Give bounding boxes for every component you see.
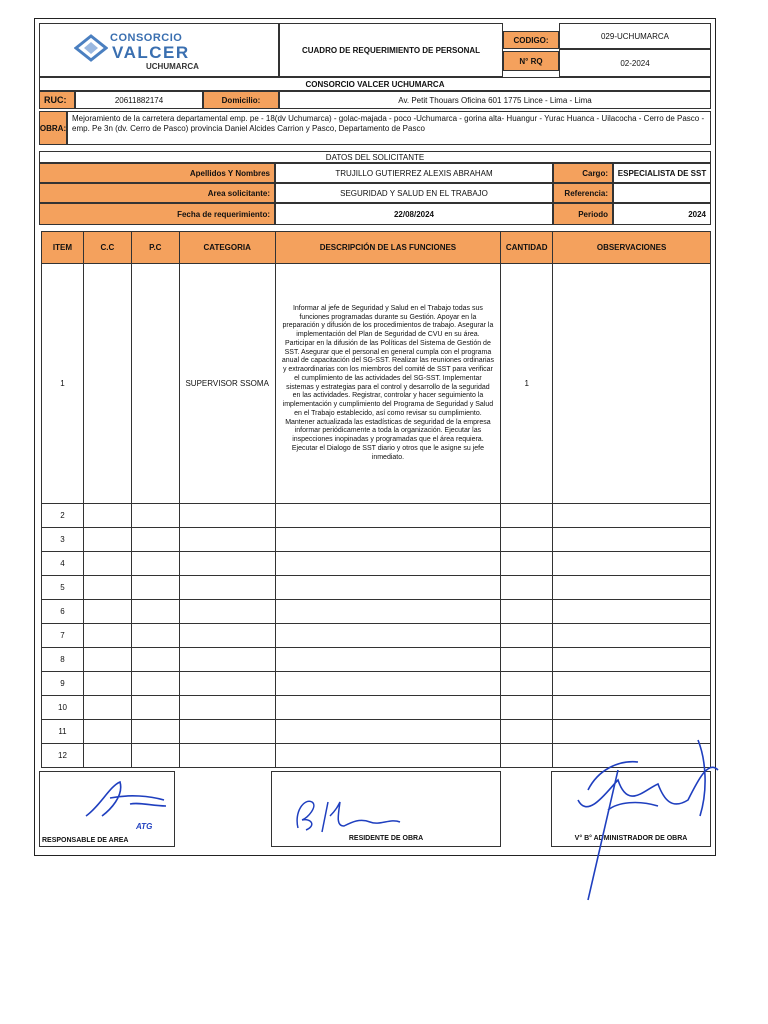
header-observaciones: OBSERVACIONES bbox=[553, 232, 711, 264]
domicilio-label: Domicilio: bbox=[203, 91, 279, 109]
cell-cantidad bbox=[501, 552, 553, 576]
table-row bbox=[42, 264, 711, 504]
table-row bbox=[42, 576, 711, 600]
cell-pc bbox=[131, 720, 179, 744]
obra-label: OBRA: bbox=[39, 111, 67, 145]
cell-item: 6 bbox=[42, 600, 84, 624]
periodo-label: Periodo bbox=[553, 203, 613, 225]
ruc-label: RUC: bbox=[39, 91, 75, 109]
cell-cc bbox=[83, 744, 131, 768]
cell-cantidad bbox=[501, 696, 553, 720]
cell-item: 3 bbox=[42, 528, 84, 552]
cell-cantidad: 1 bbox=[501, 264, 553, 504]
handwritten-signature-responsable bbox=[80, 776, 170, 822]
area-value: SEGURIDAD Y SALUD EN EL TRABAJO bbox=[275, 183, 553, 203]
cell-pc bbox=[131, 552, 179, 576]
cell-categoria bbox=[179, 672, 275, 696]
cell-descripcion bbox=[275, 672, 501, 696]
cell-observaciones bbox=[553, 264, 711, 504]
cell-cc bbox=[83, 600, 131, 624]
table-row bbox=[42, 624, 711, 648]
table-row bbox=[42, 672, 711, 696]
cell-cc bbox=[83, 264, 131, 504]
cell-cantidad bbox=[501, 720, 553, 744]
cell-pc bbox=[131, 648, 179, 672]
cell-descripcion bbox=[275, 624, 501, 648]
cell-observaciones bbox=[553, 576, 711, 600]
cell-observaciones bbox=[553, 552, 711, 576]
nombres-label: Apellidos Y Nombres bbox=[39, 163, 275, 183]
cell-descripcion bbox=[275, 744, 501, 768]
cell-cantidad bbox=[501, 672, 553, 696]
nrq-label: N° RQ bbox=[503, 51, 559, 71]
cell-pc bbox=[131, 672, 179, 696]
cell-categoria bbox=[179, 552, 275, 576]
codigo-value: 029-UCHUMARCA bbox=[559, 23, 711, 49]
page-title: CUADRO DE REQUERIMIENTO DE PERSONAL bbox=[279, 23, 503, 77]
cell-pc bbox=[131, 624, 179, 648]
cell-observaciones bbox=[553, 624, 711, 648]
header-descripcion: DESCRIPCIÓN DE LAS FUNCIONES bbox=[275, 232, 501, 264]
cell-item: 7 bbox=[42, 624, 84, 648]
cell-pc bbox=[131, 576, 179, 600]
cell-observaciones bbox=[553, 696, 711, 720]
cell-pc bbox=[131, 264, 179, 504]
cell-item: 2 bbox=[42, 504, 84, 528]
cell-item: 5 bbox=[42, 576, 84, 600]
cell-categoria bbox=[179, 696, 275, 720]
cell-item: 1 bbox=[42, 264, 84, 504]
cell-observaciones bbox=[553, 528, 711, 552]
cell-item: 9 bbox=[42, 672, 84, 696]
company-name: CONSORCIO VALCER UCHUMARCA bbox=[39, 77, 711, 91]
cell-descripcion bbox=[275, 552, 501, 576]
cell-descripcion bbox=[275, 600, 501, 624]
cell-observaciones bbox=[553, 648, 711, 672]
header-categoria: CATEGORIA bbox=[179, 232, 275, 264]
table-row bbox=[42, 648, 711, 672]
logo-line3: UCHUMARCA bbox=[146, 62, 199, 71]
header-item: ITEM bbox=[42, 232, 84, 264]
cell-cc bbox=[83, 672, 131, 696]
cell-cantidad bbox=[501, 576, 553, 600]
cell-cc bbox=[83, 576, 131, 600]
cargo-label: Cargo: bbox=[553, 163, 613, 183]
cell-observaciones bbox=[553, 600, 711, 624]
fecha-label: Fecha de requerimiento: bbox=[39, 203, 275, 225]
domicilio-value: Av. Petit Thouars Oficina 601 1775 Lince - Lima - Lima bbox=[279, 91, 711, 109]
codigo-label: CODIGO: bbox=[503, 31, 559, 49]
cell-descripcion bbox=[275, 576, 501, 600]
cell-observaciones bbox=[553, 504, 711, 528]
cargo-value: ESPECIALISTA DE SST bbox=[613, 163, 711, 183]
cell-cc bbox=[83, 720, 131, 744]
residente-label: RESIDENTE DE OBRA bbox=[348, 835, 424, 842]
cell-pc bbox=[131, 600, 179, 624]
cell-categoria bbox=[179, 648, 275, 672]
table-row bbox=[42, 552, 711, 576]
cell-pc bbox=[131, 744, 179, 768]
logo-line1: CONSORCIO bbox=[110, 32, 183, 44]
cell-item: 11 bbox=[42, 720, 84, 744]
cell-item: 12 bbox=[42, 744, 84, 768]
handwritten-signature-administrador bbox=[548, 730, 728, 910]
cell-pc bbox=[131, 504, 179, 528]
table-row bbox=[42, 600, 711, 624]
referencia-value bbox=[613, 183, 711, 203]
nombres-value: TRUJILLO GUTIERREZ ALEXIS ABRAHAM bbox=[275, 163, 553, 183]
logo-box bbox=[39, 23, 279, 77]
header-cantidad: CANTIDAD bbox=[501, 232, 553, 264]
cell-categoria bbox=[179, 576, 275, 600]
cell-descripcion bbox=[275, 720, 501, 744]
cell-cantidad bbox=[501, 624, 553, 648]
table-header-row bbox=[42, 232, 711, 264]
referencia-label: Referencia: bbox=[553, 183, 613, 203]
cell-categoria bbox=[179, 624, 275, 648]
area-label: Area solicitante: bbox=[39, 183, 275, 203]
cell-cc bbox=[83, 624, 131, 648]
cell-cantidad bbox=[501, 744, 553, 768]
cell-pc bbox=[131, 528, 179, 552]
responsable-stamp: ATG bbox=[136, 822, 153, 831]
table-row bbox=[42, 504, 711, 528]
cell-cc bbox=[83, 648, 131, 672]
cell-pc bbox=[131, 696, 179, 720]
cell-descripcion bbox=[275, 528, 501, 552]
section-title-solicitante: DATOS DEL SOLICITANTE bbox=[39, 151, 711, 163]
table-row bbox=[42, 696, 711, 720]
fecha-value: 22/08/2024 bbox=[275, 203, 553, 225]
cell-cantidad bbox=[501, 648, 553, 672]
periodo-value: 2024 bbox=[613, 203, 711, 225]
ruc-value: 20611882174 bbox=[75, 91, 203, 109]
cell-categoria bbox=[179, 720, 275, 744]
obra-value: Mejoramiento de la carretera departamental emp. pe - 18(dv Uchumarca) - golac-majada - poco -Uchumarca - gorina alta- Huangur - Yurac Huanca - Uilacocha - Cerro de Pasco - emp. Pe 3n (dv. Cerro de Pasco) provincia Daniel Alcides Carrion y Pasco, Departamento de Pasco bbox=[67, 111, 711, 145]
table-row bbox=[42, 528, 711, 552]
cell-cc bbox=[83, 504, 131, 528]
cell-categoria bbox=[179, 600, 275, 624]
logo-line2: VALCER bbox=[112, 43, 190, 62]
consortium-logo-icon bbox=[74, 34, 108, 62]
cell-cantidad bbox=[501, 528, 553, 552]
responsable-label: RESPONSABLE DE AREA bbox=[42, 837, 129, 844]
cell-descripcion bbox=[275, 648, 501, 672]
cell-item: 10 bbox=[42, 696, 84, 720]
header-cc: C.C bbox=[83, 232, 131, 264]
signature-box-residente bbox=[271, 771, 501, 847]
cell-descripcion: Informar al jefe de Seguridad y Salud en el Trabajo todas sus funciones programadas durante su Gestión. Apoyar en la preparación y difusión de los procedimientos de trabajo. Asegurar la implementación del Plan de Seguridad de CVU en su área. Participar en la difusión de las Políticas del Sistema de Gestión de SST. Asegurar que el personal en general cumpla con el programa anual de capacitación del SG-SST. Realizar las reuniones ordinarias y extraordinarias con los miembros del comité de SST para verificar el cumplimiento de las actividades del SG-SST. Implementar sistemas y estrategias para el control y desarrollo de la seguridad en las actividades. Registrar, controlar y hacer seguimiento la implementación y cumplimiento del Programa de Seguridad y Salud en el Trabajo establecido, así como revisar su cumplimiento. Mantener actualizada las estadísticas de seguridad de la empresa informar periódicamente a toda la organización. Ejecutar las inspecciones inopinadas y programadas que el área requiera. Ejecutar el Dialogo de SST diario y otros que le asigne su jefe inmediato. bbox=[275, 264, 501, 504]
cell-descripcion bbox=[275, 504, 501, 528]
nrq-value: 02-2024 bbox=[559, 49, 711, 77]
cell-item: 8 bbox=[42, 648, 84, 672]
cell-cc bbox=[83, 528, 131, 552]
cell-categoria bbox=[179, 528, 275, 552]
cell-cantidad bbox=[501, 504, 553, 528]
items-table bbox=[41, 231, 711, 768]
cell-categoria bbox=[179, 504, 275, 528]
signature-box-responsable bbox=[39, 771, 175, 847]
cell-descripcion bbox=[275, 696, 501, 720]
handwritten-signature-residente bbox=[290, 792, 410, 836]
cell-cc bbox=[83, 552, 131, 576]
administrador-label: V° B° ADMINISTRADOR DE OBRA bbox=[574, 835, 688, 842]
cell-cc bbox=[83, 696, 131, 720]
header-pc: P.C bbox=[131, 232, 179, 264]
cell-observaciones bbox=[553, 672, 711, 696]
cell-cantidad bbox=[501, 600, 553, 624]
cell-categoria bbox=[179, 744, 275, 768]
cell-item: 4 bbox=[42, 552, 84, 576]
cell-categoria: SUPERVISOR SSOMA bbox=[179, 264, 275, 504]
